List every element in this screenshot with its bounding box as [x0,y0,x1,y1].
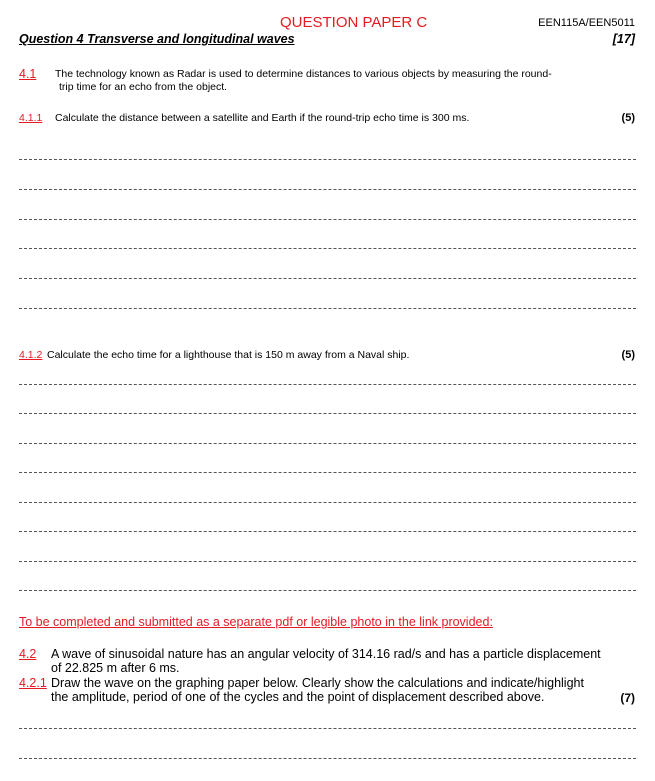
question-title: Question 4 Transverse and longitudinal waves [19,32,295,46]
answer-line [19,219,636,220]
total-marks: [17] [612,32,635,46]
question-4-1-text [55,68,635,94]
question-4-1-1-text: Calculate the distance between a satellite and Earth if the round-trip echo time is 300 ms. [55,112,470,124]
question-number-4-1-1: 4.1.1 [19,112,43,124]
answer-line [19,384,636,385]
paper-title: QUESTION PAPER C [280,14,428,31]
answer-line [19,561,636,562]
question-number-4-1: 4.1 [19,67,37,81]
answer-line [19,248,636,249]
answer-line [19,502,636,503]
question-4-2-line1: A wave of sinusoidal nature has an angular velocity of 314.16 rad/s and has a particle displacement [51,647,601,661]
question-4-2-text [51,647,641,675]
question-4-1-1-marks: (5) [621,112,635,124]
answer-line [19,308,636,309]
question-4-2-1-text [51,676,641,704]
answer-line [19,728,636,729]
answer-line [19,189,636,190]
question-4-1-line1: The technology known as Radar is used to determine distances to various objects by measuring the round- [55,68,552,80]
question-4-2-line2: of 22.825 m after 6 ms. [51,661,180,675]
question-4-1-line2: trip time for an echo from the object. [59,81,228,93]
question-4-1-2-text: Calculate the echo time for a lighthouse that is 150 m away from a Naval ship. [47,349,410,361]
answer-line [19,159,636,160]
answer-line [19,278,636,279]
question-number-4-2: 4.2 [19,647,37,661]
answer-line [19,443,636,444]
question-number-4-1-2: 4.1.2 [19,349,43,361]
question-4-2-1-line2: the amplitude, period of one of the cycles and the point of displacement described above. [51,690,545,704]
answer-line [19,413,636,414]
submission-instruction: To be completed and submitted as a separate pdf or legible photo in the link provided: [19,615,493,629]
answer-line [19,590,636,591]
answer-line [19,472,636,473]
answer-line [19,758,636,759]
course-code: EEN115A/EEN5011 [538,17,635,29]
question-4-2-1-line1: Draw the wave on the graphing paper below. Clearly show the calculations and indicate/highlight [51,676,584,690]
question-4-1-2-marks: (5) [621,349,635,361]
question-number-4-2-1: 4.2.1 [19,676,47,690]
question-4-2-1-marks: (7) [620,691,635,705]
answer-line [19,531,636,532]
